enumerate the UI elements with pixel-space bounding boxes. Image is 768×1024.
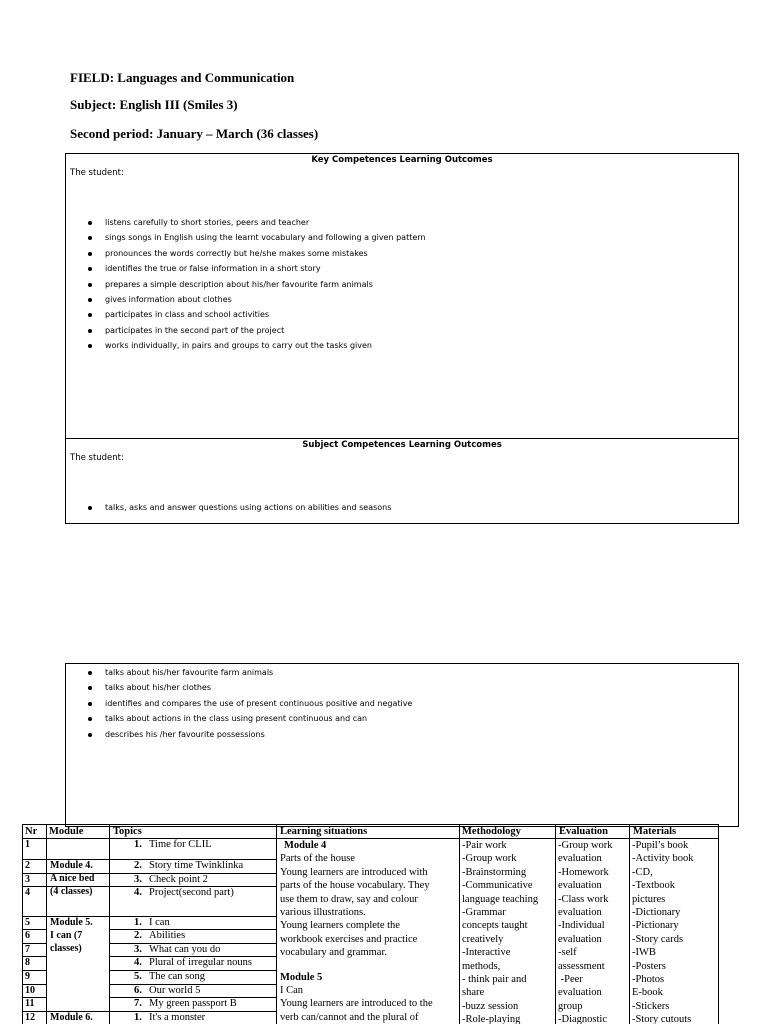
row-nr: 7 — [25, 944, 30, 955]
list-item: participates in the second part of the project — [88, 323, 426, 338]
header-evaluation: Evaluation — [559, 826, 609, 837]
module-6-cell: Module 6. — [50, 1012, 93, 1023]
topic-name: Project(second part) — [149, 887, 234, 898]
topic-num: 1. — [134, 1012, 142, 1023]
list-item: prepares a simple description about his/her favourite farm animals — [88, 277, 426, 292]
column-divider — [555, 824, 556, 1024]
list-item: gives information about clothes — [88, 292, 426, 307]
list-item: identifies the true or false information in a short story — [88, 261, 426, 276]
evaluation-cell: -Group work evaluation -Homework evaluation -Class work evaluation -Individual evaluation -self assessment -Peer evaluation group -Diagnostic — [558, 840, 613, 1024]
learning-situations-cell: Module 4 Parts of the house Young learners are introduced with parts of the house vocabulary. They use them to draw, say and colour various illustrations. Young learners complete the workbook exercises and practice vocabulary and grammar. Module 5 I Can Young learners are introduced to the verb can/cannot and the plural of — [280, 840, 433, 1023]
topic-name: What can you do — [149, 944, 221, 955]
list-item: participates in class and school activities — [88, 307, 426, 322]
row-nr: 5 — [25, 917, 30, 928]
column-divider — [629, 824, 630, 1024]
row-nr: 10 — [25, 985, 35, 996]
topic-name: My green passport B — [149, 998, 237, 1009]
subject-heading: Subject: English III (Smiles 3) — [70, 97, 238, 112]
row-nr: 12 — [25, 1012, 35, 1023]
list-item: describes his /her favourite possessions — [88, 727, 412, 742]
topic-name: Check point 2 — [149, 874, 208, 885]
topic-num: 5. — [134, 971, 142, 982]
subject-competences-list — [88, 500, 391, 515]
methodology-cell: -Pair work -Group work -Brainstorming -Communicative language teaching -Grammar concepts taught creatively -Interactive methods, - think pair and share -buzz session -Role-playing — [462, 840, 539, 1024]
key-competences-intro: The student: — [70, 168, 124, 178]
row-nr: 3 — [25, 874, 30, 885]
subject-competences-title: Subject Competences Learning Outcomes — [302, 440, 502, 450]
row-nr: 8 — [25, 957, 30, 968]
topic-name: It's a monster — [149, 1012, 206, 1023]
row-nr: 6 — [25, 930, 30, 941]
column-divider — [276, 824, 277, 1024]
topic-num: 1. — [134, 839, 142, 850]
row-nr: 2 — [25, 860, 30, 871]
column-divider — [459, 824, 460, 1024]
list-item: talks, asks and answer questions using actions on abilities and seasons — [88, 500, 391, 515]
list-item: talks about actions in the class using present continuous and can — [88, 711, 412, 726]
header-nr: Nr — [25, 826, 38, 837]
topic-name: Story time Twinklinka — [149, 860, 244, 871]
topic-num: 4. — [134, 957, 142, 968]
row-nr: 11 — [25, 998, 35, 1009]
list-item: works individually, in pairs and groups to carry out the tasks given — [88, 338, 426, 353]
key-competences-title: Key Competences Learning Outcomes — [311, 155, 493, 165]
header-learning-situations: Learning situations — [280, 826, 368, 837]
topic-num: 6. — [134, 985, 142, 996]
row-nr: 4 — [25, 887, 30, 898]
topic-name: Plural of irregular nouns — [149, 957, 252, 968]
continued-competences-box — [65, 663, 739, 827]
header-materials: Materials — [633, 826, 677, 837]
curriculum-table — [22, 824, 719, 1024]
table-border — [22, 824, 23, 1024]
topic-num: 2. — [134, 860, 142, 871]
header-methodology: Methodology — [462, 826, 521, 837]
list-item: pronounces the words correctly but he/she makes some mistakes — [88, 246, 426, 261]
topic-name: The can song — [149, 971, 205, 982]
topic-num: 4. — [134, 887, 142, 898]
column-divider — [46, 824, 47, 1024]
period-heading: Second period: January – March (36 classes) — [70, 126, 319, 141]
materials-cell: -Pupil’s book -Activity book -CD, -Textbook pictures -Dictionary -Pictionary -Story cards -IWB -Posters -Photos E-book -Stickers -Story cutouts — [632, 840, 694, 1024]
section-divider — [66, 438, 738, 439]
topic-num: 2. — [134, 930, 142, 941]
topic-num: 7. — [134, 998, 142, 1009]
continued-competences-list — [88, 665, 412, 742]
list-item: sings songs in English using the learnt vocabulary and following a given pattern — [88, 230, 426, 245]
topic-name: Abilities — [149, 930, 186, 941]
list-item: talks about his/her favourite farm animals — [88, 665, 412, 680]
key-competences-list — [88, 215, 426, 354]
module-4-cell: Module 4. A nice bed (4 classes) — [50, 860, 95, 897]
topic-num: 1. — [134, 917, 142, 928]
list-item: identifies and compares the use of present continuous positive and negative — [88, 696, 412, 711]
topic-name: Our world 5 — [149, 985, 201, 996]
table-border — [718, 824, 719, 1024]
header-topics: Topics — [113, 826, 142, 837]
subject-competences-intro: The student: — [70, 453, 124, 463]
column-divider — [109, 824, 110, 1024]
competences-box — [65, 153, 739, 524]
topic-num: 3. — [134, 944, 142, 955]
topic-num: 3. — [134, 874, 142, 885]
row-nr: 9 — [25, 971, 30, 982]
list-item: talks about his/her clothes — [88, 680, 412, 695]
topic-name: I can — [149, 917, 170, 928]
field-heading: FIELD: Languages and Communication — [70, 70, 295, 85]
list-item: listens carefully to short stories, peers and teacher — [88, 215, 426, 230]
row-nr: 1 — [25, 839, 30, 850]
module-5-cell: Module 5. I can (7 classes) — [50, 917, 93, 954]
header-module: Module — [49, 826, 84, 837]
topic-name: Time for CLIL — [149, 839, 212, 850]
